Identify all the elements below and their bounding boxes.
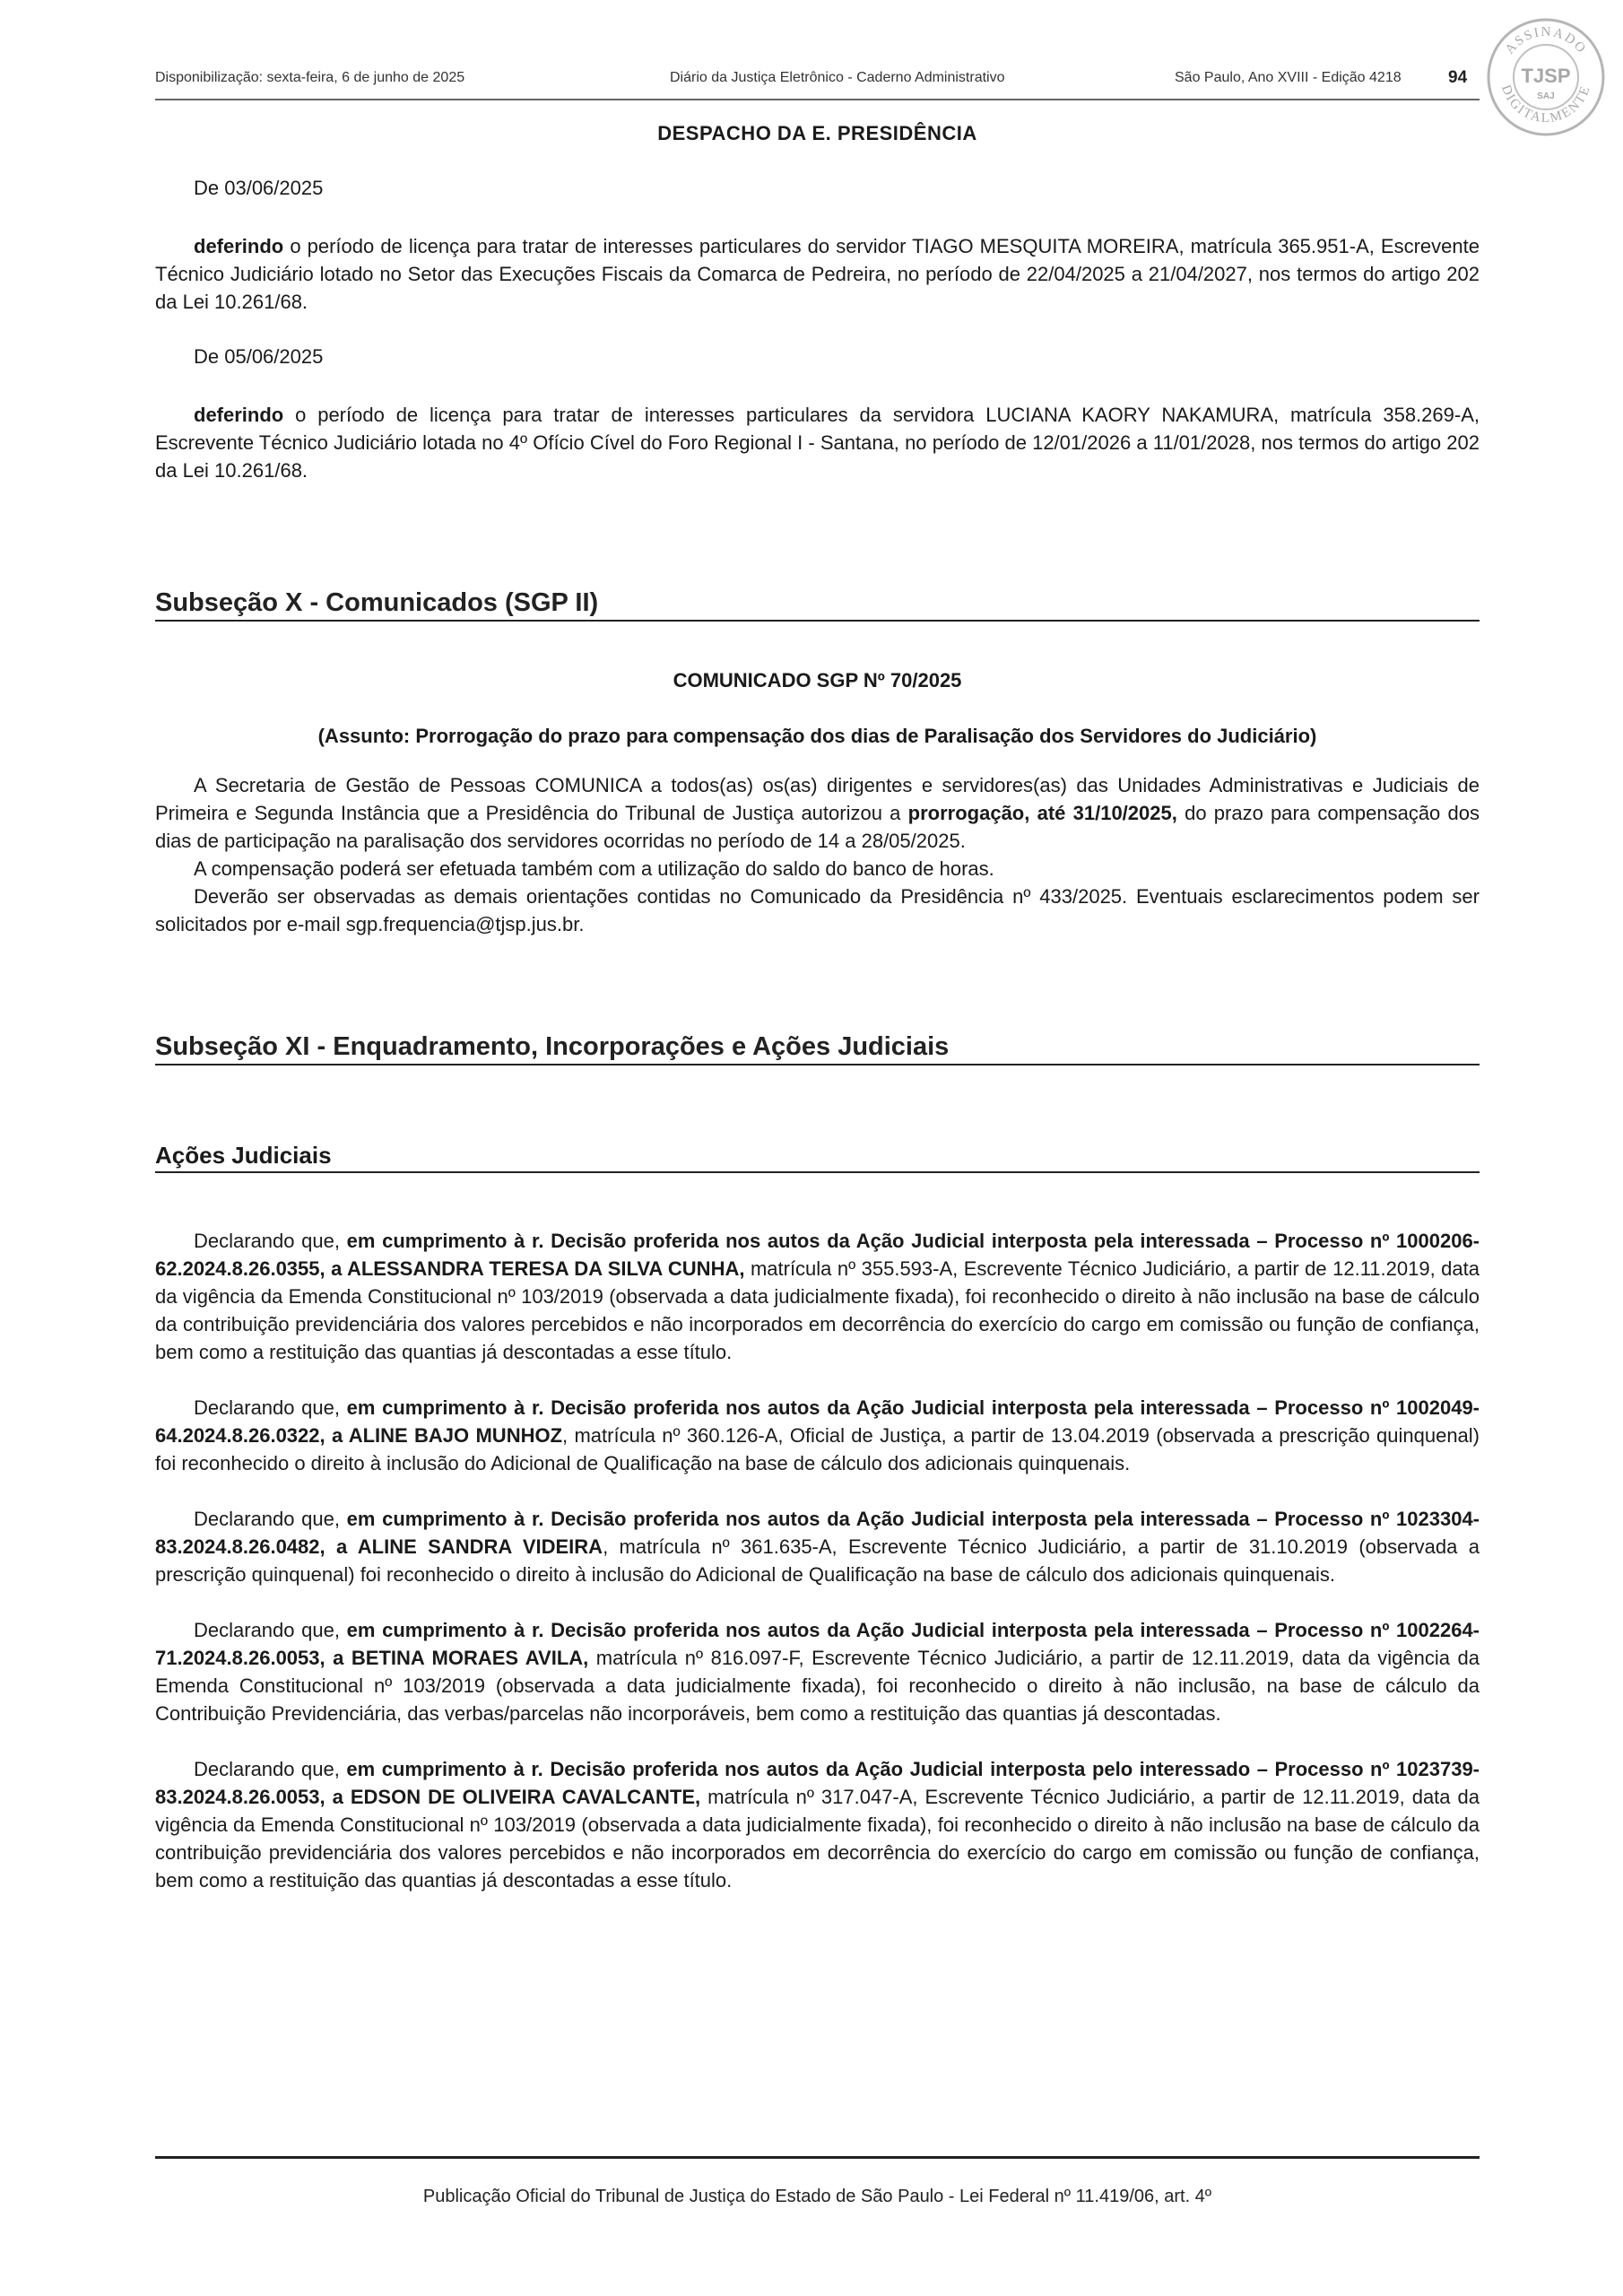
journal-name: Diário da Justiça Eletrônico - Caderno Administrativo (670, 70, 1005, 85)
footer-text: Publicação Oficial do Tribunal de Justiça do Estado de São Paulo - Lei Federal nº 11.419/06, art. 4º (422, 2187, 1212, 2206)
acao-judicial-paragraph: Declarando que, em cumprimento à r. Decisão proferida nos autos da Ação Judicial interposta pelo interessado – Processo nº 1023739-83.2024.8.26.0053, a EDSON DE OLIVEIRA CAVALCANTE, matrícula nº 317.047-A, Escrevente Técnico Judiciário, a partir de 12.11.2019, data da vigência da Emenda Constitucional nº 103/2019 (observada a data judicialmente fixada), foi reconhecido o direito à não inclusão na base de cálculo da contribuição previdenciária dos valores percebidos e não incorporados em decorrência do exercício do cargo em comissão ou função de confiança, bem como a restituição das quantias já descontadas a esse título. (155, 1758, 1480, 1892)
despacho-title: DESPACHO DA E. PRESIDÊNCIA (657, 122, 977, 144)
acao-judicial-paragraph: Declarando que, em cumprimento à r. Decisão proferida nos autos da Ação Judicial interposta pela interessada – Processo nº 1023304-83.2024.8.26.0482, a ALINE SANDRA VIDEIRA, matrícula nº 361.635-A, Escrevente Técnico Judiciário, a partir de 31.10.2019 (observada a prescrição quinquenal) foi reconhecido o direito à inclusão do Adicional de Qualificação na base de cálculo dos adicionais quinquenais. (155, 1508, 1480, 1586)
comunicado-subject: (Assunto: Prorrogação do prazo para compensação dos dias de Paralisação dos Servidores do Judiciário) (317, 725, 1317, 747)
footer-divider (155, 2156, 1480, 2159)
despacho-date: De 03/06/2025 (194, 177, 324, 199)
comunicado-paragraph: Deverão ser observadas as demais orientações contidas no Comunicado da Presidência nº 433/2025. Eventuais esclarecimentos podem ser solicitados por e-mail sgp.frequencia@tjsp.jus.br. (155, 885, 1480, 935)
despacho-text: deferindo o período de licença para tratar de interesses particulares da servidora LUCIANA KAORY NAKAMURA, matrícula 358.269-A, Escrevente Técnico Judiciário lotada no 4º Ofício Cível do Foro Regional I - Santana, no período de 12/01/2026 a 11/01/2028, nos termos do artigo 202 da Lei 10.261/68. (155, 404, 1480, 482)
page-number: 94 (1448, 68, 1468, 87)
acao-judicial-paragraph: Declarando que, em cumprimento à r. Decisão proferida nos autos da Ação Judicial interposta pela interessada – Processo nº 1002049-64.2024.8.26.0322, a ALINE BAJO MUNHOZ, matrícula nº 360.126-A, Oficial de Justiça, a partir de 13.04.2019 (observada a prescrição quinquenal) foi reconhecido o direito à inclusão do Adicional de Qualificação na base de cálculo dos adicionais quinquenais. (155, 1396, 1480, 1474)
edition-info: São Paulo, Ano XVIII - Edição 4218 (1175, 70, 1402, 85)
tjsp-digital-signature-seal (1485, 16, 1607, 138)
despacho-entry (155, 177, 1480, 316)
page-content (155, 117, 1480, 1894)
despacho-date: De 05/06/2025 (194, 345, 324, 368)
comunicado-paragraph: A compensação poderá ser efetuada também com a utilização do saldo do banco de horas. (194, 857, 994, 880)
publication-date: Disponibilização: sexta-feira, 6 de junho de 2025 (155, 70, 465, 85)
despacho-entry (155, 345, 1480, 484)
page-header (155, 68, 1480, 100)
despacho-text: deferindo o período de licença para tratar de interesses particulares do servidor TIAGO MESQUITA MOREIRA, matrícula 365.951-A, Escrevente Técnico Judiciário lotado no Setor das Execuções Fiscais da Comarca de Pedreira, no período de 22/04/2025 a 21/04/2027, nos termos do artigo 202 da Lei 10.261/68. (155, 235, 1480, 313)
svg-text:TJSP: TJSP (1521, 65, 1571, 87)
svg-text:DIGITALMENTE: DIGITALMENTE (1497, 83, 1593, 126)
subsecao-x-heading: Subseção X - Comunicados (SGP II) (155, 588, 1480, 622)
comunicado-paragraph: A Secretaria de Gestão de Pessoas COMUNICA a todos(as) os(as) dirigentes e servidores(as) das Unidades Administrativas e Judiciais de Primeira e Segunda Instância que a Presidência do Tribunal de Justiça autorizou a prorrogação, até 31/10/2025, do prazo para compensação dos dias de participação na paralisação dos servidores ocorridas no período de 14 a 28/05/2025. (155, 774, 1480, 852)
subsecao-xi-heading: Subseção XI - Enquadramento, Incorporações e Ações Judiciais (155, 1032, 1480, 1065)
comunicado-title: COMUNICADO SGP Nº 70/2025 (673, 669, 962, 691)
svg-text:ASSINADO: ASSINADO (1502, 24, 1590, 57)
acao-judicial-paragraph: Declarando que, em cumprimento à r. Decisão proferida nos autos da Ação Judicial interposta pela interessada – Processo nº 1002264-71.2024.8.26.0053, a BETINA MORAES AVILA, matrícula nº 816.097-F, Escrevente Técnico Judiciário, a partir de 12.11.2019, data da vigência da Emenda Constitucional nº 103/2019 (observada a data judicialmente fixada), foi reconhecido o direito à não inclusão, na base de cálculo da Contribuição Previdenciária, das verbas/parcelas não incorporáveis, bem como a restituição das quantias já descontadas. (155, 1619, 1480, 1725)
acoes-judiciais-heading: Ações Judiciais (155, 1142, 1480, 1173)
acao-judicial-paragraph: Declarando que, em cumprimento à r. Decisão proferida nos autos da Ação Judicial interposta pela interessada – Processo nº 1000206-62.2024.8.26.0355, a ALESSANDRA TERESA DA SILVA CUNHA, matrícula nº 355.593-A, Escrevente Técnico Judiciário, a partir de 12.11.2019, data da vigência da Emenda Constitucional nº 103/2019 (observada a data judicialmente fixada), foi reconhecido o direito à não inclusão na base de cálculo da contribuição previdenciária dos valores percebidos e não incorporados em decorrência do exercício do cargo em comissão ou função de confiança, bem como a restituição das quantias já descontadas a esse título. (155, 1230, 1480, 1363)
svg-text:SAJ: SAJ (1537, 91, 1555, 101)
